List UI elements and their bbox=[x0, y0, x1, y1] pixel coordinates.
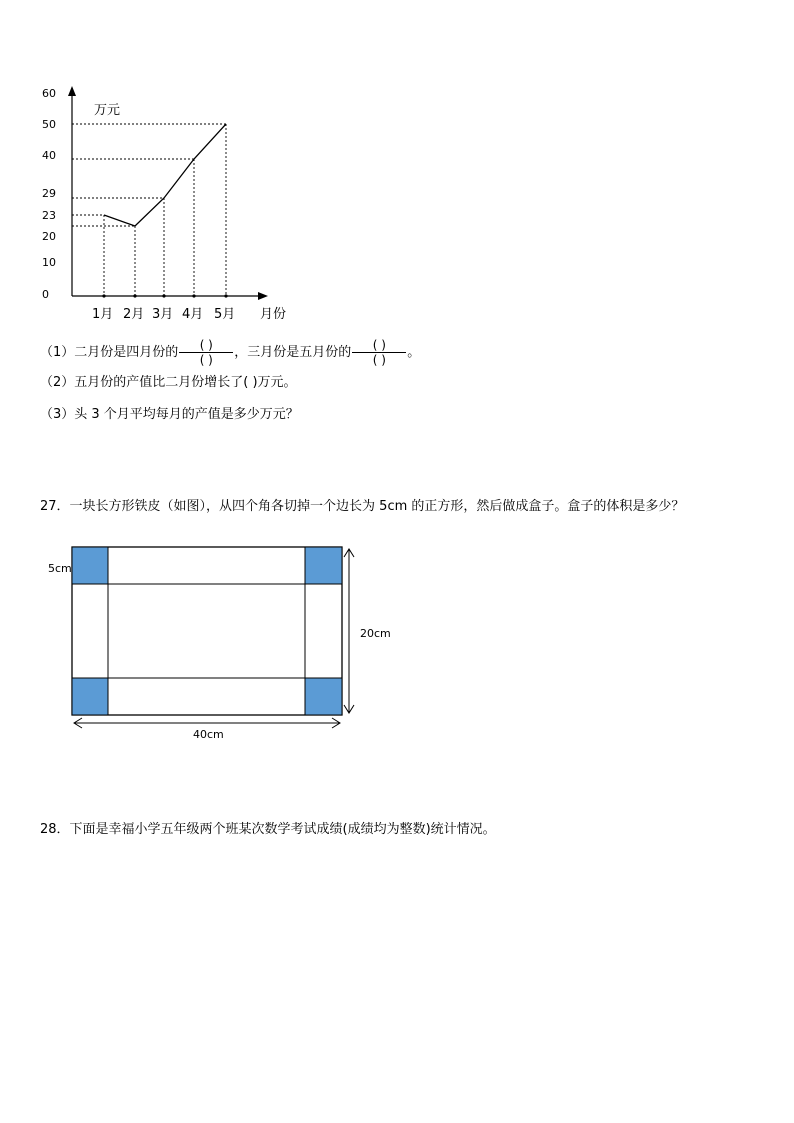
x-tick-label: 4月 bbox=[182, 307, 204, 322]
q26-part2: （2）五月份的产值比二月份增长了( )万元。 bbox=[40, 375, 297, 390]
fraction-blank-2 bbox=[352, 338, 406, 367]
fraction-numerator: ( ) bbox=[179, 338, 233, 353]
x-axis-label: 月份 bbox=[260, 307, 287, 322]
q26-part1 bbox=[40, 338, 420, 367]
fraction-denominator: ( ) bbox=[372, 353, 386, 367]
unit-label: 万元 bbox=[94, 103, 121, 118]
x-tick-dot bbox=[224, 294, 227, 297]
x-tick-label: 1月 bbox=[92, 307, 114, 322]
y-tick-label: 0 bbox=[42, 288, 49, 301]
corner-square-top-left bbox=[72, 547, 108, 584]
width-label: 40cm bbox=[193, 728, 224, 741]
q27-text: 27．一块长方形铁皮（如图），从四个角各切掉一个边长为 5cm 的正方形，然后做成盒子。盒子的体积是多少？ bbox=[40, 499, 685, 514]
x-tick-label: 2月 bbox=[123, 307, 145, 322]
x-tick-dot bbox=[192, 294, 195, 297]
y-tick-label: 50 bbox=[42, 118, 56, 131]
x-axis-arrow-icon bbox=[258, 292, 268, 300]
x-tick-dot bbox=[162, 294, 165, 297]
q26-part1-text-c: 。 bbox=[407, 345, 421, 360]
corner-square-bottom-right bbox=[305, 678, 342, 715]
height-label: 20cm bbox=[360, 627, 391, 640]
y-tick-label: 29 bbox=[42, 187, 56, 200]
x-tick-dot bbox=[102, 294, 105, 297]
q26-part1-text-a: （1）二月份是四月份的 bbox=[40, 345, 179, 360]
q26-part1-text-b: ，三月份是五月份的 bbox=[234, 345, 352, 360]
q26-part3: （3）头 3 个月平均每月的产值是多少万元？ bbox=[40, 407, 299, 422]
corner-size-label: 5cm bbox=[48, 562, 72, 575]
y-axis-arrow-icon bbox=[68, 86, 76, 96]
q28-text: 28．下面是幸福小学五年级两个班某次数学考试成绩(成绩均为整数)统计情况。 bbox=[40, 822, 496, 837]
x-tick-label: 5月 bbox=[214, 307, 236, 322]
production-line-chart bbox=[0, 0, 794, 330]
x-tick-dot bbox=[133, 294, 136, 297]
fraction-numerator: ( ) bbox=[352, 338, 406, 353]
metal-sheet-diagram bbox=[0, 535, 794, 750]
sheet-outline bbox=[72, 547, 342, 715]
x-tick-label: 3月 bbox=[152, 307, 174, 322]
y-tick-label: 20 bbox=[42, 230, 56, 243]
y-tick-label: 10 bbox=[42, 256, 56, 269]
fraction-blank-1 bbox=[179, 338, 233, 367]
y-tick-label: 23 bbox=[42, 209, 56, 222]
corner-square-bottom-left bbox=[72, 678, 108, 715]
y-tick-label: 40 bbox=[42, 149, 56, 162]
corner-square-top-right bbox=[305, 547, 342, 584]
series-line bbox=[104, 124, 226, 226]
y-tick-label: 60 bbox=[42, 87, 56, 100]
fraction-denominator: ( ) bbox=[199, 353, 213, 367]
